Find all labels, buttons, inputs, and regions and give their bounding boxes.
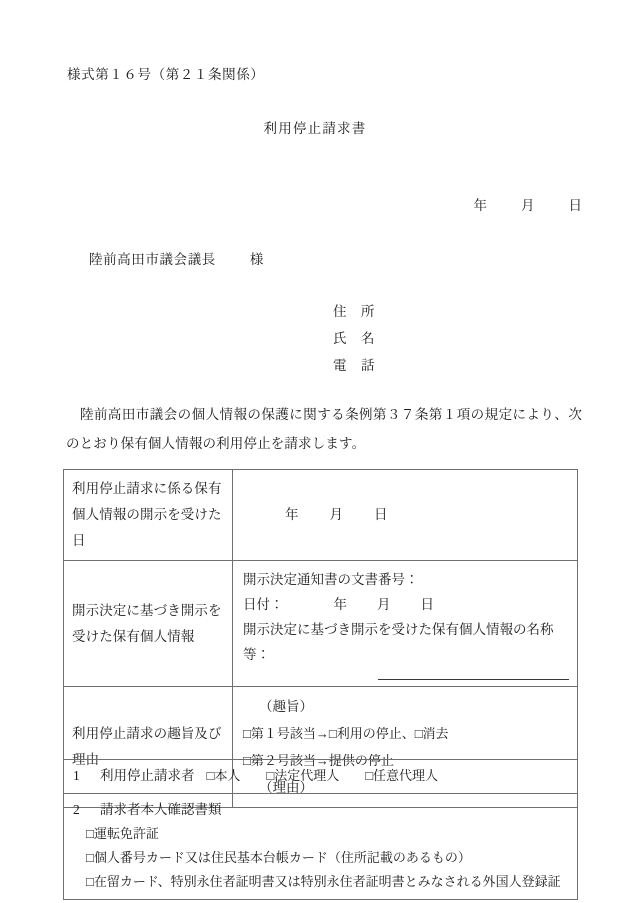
item-number-1: 1 <box>73 768 80 783</box>
address-field-label: 住 所 <box>333 304 375 319</box>
phone-field-label: 電 話 <box>333 358 375 373</box>
applicant-fields <box>333 298 375 379</box>
doc-date-label: 日付： <box>243 597 284 612</box>
disclosed-info-lines <box>243 567 569 680</box>
requester-type-label: 利用停止請求者 <box>100 768 195 783</box>
requester-type-options[interactable]: □本人 □法定代理人 □任意代理人 <box>206 768 439 783</box>
checkbox-option-item-1[interactable]: □第１号該当→□利用の停止、□消去 <box>243 726 449 741</box>
form-number: 様式第１６号（第２１条関係） <box>67 67 265 82</box>
confirmation-table <box>63 759 578 900</box>
checkbox-option-item-2[interactable]: □第２号該当→提供の停止 <box>243 753 394 768</box>
table-row <box>64 760 578 794</box>
row2-month: 月 <box>377 597 391 612</box>
row1-month: 月 <box>329 507 343 522</box>
purpose-heading: （趣旨） <box>259 699 313 714</box>
checkbox-drivers-license[interactable]: □運転免許証 <box>86 826 159 841</box>
name-field-label: 氏 名 <box>333 331 375 346</box>
table-row <box>64 470 578 561</box>
info-name-label: 開示決定に基づき開示を受けた保有個人情報の名称等： <box>243 622 554 662</box>
row-value-disclosure-date <box>233 470 578 561</box>
date-day: 日 <box>568 198 582 213</box>
addressee <box>89 248 264 268</box>
row1-day: 日 <box>374 507 388 522</box>
row-value-disclosed-info <box>233 561 578 687</box>
reason-heading: （理由） <box>259 780 313 795</box>
addressee-name: 陸前高田市議会議長 <box>89 252 216 267</box>
date-line <box>0 194 582 214</box>
table-row <box>64 561 578 687</box>
identity-documents-cell <box>64 794 578 900</box>
row2-day: 日 <box>420 597 434 612</box>
item-number-2: 2 <box>73 802 80 817</box>
table-row <box>64 794 578 900</box>
checkbox-residence-card[interactable]: □在留カード、特別永住者証明書又は特別永住者証明書とみなされる外国人登録証 <box>86 874 561 889</box>
doc-number-label: 開示決定通知書の文書番号： <box>243 572 419 587</box>
checkbox-mynumber-card[interactable]: □個人番号カード又は住民基本台帳カード（住所記載のあるもの） <box>86 850 471 865</box>
identity-documents-label: 請求者本人確認書類 <box>100 802 222 817</box>
row-label-purpose-reason: 利用停止請求の趣旨及び理由 <box>64 687 233 808</box>
requester-type-cell <box>64 760 578 794</box>
row2-year: 年 <box>333 597 347 612</box>
addressee-honorific: 様 <box>249 252 265 267</box>
row-label-disclosed-info: 開示決定に基づき開示を受けた保有個人情報 <box>64 561 233 687</box>
row-label-disclosure-date: 利用停止請求に係る保有個人情報の開示を受けた日 <box>64 470 233 561</box>
body-paragraph: 陸前高田市議会の個人情報の保護に関する条例第３７条第１項の規定により、次のとおり保有個人情報の利用停止を請求します。 <box>66 407 582 451</box>
date-month: 月 <box>521 198 535 213</box>
main-request-table <box>63 469 578 808</box>
write-in-line[interactable] <box>378 669 569 680</box>
date-placeholder <box>243 507 388 522</box>
document-title: 利用停止請求書 <box>263 121 367 136</box>
row1-year: 年 <box>285 507 299 522</box>
date-year: 年 <box>473 198 487 213</box>
identity-documents-list <box>73 822 569 894</box>
